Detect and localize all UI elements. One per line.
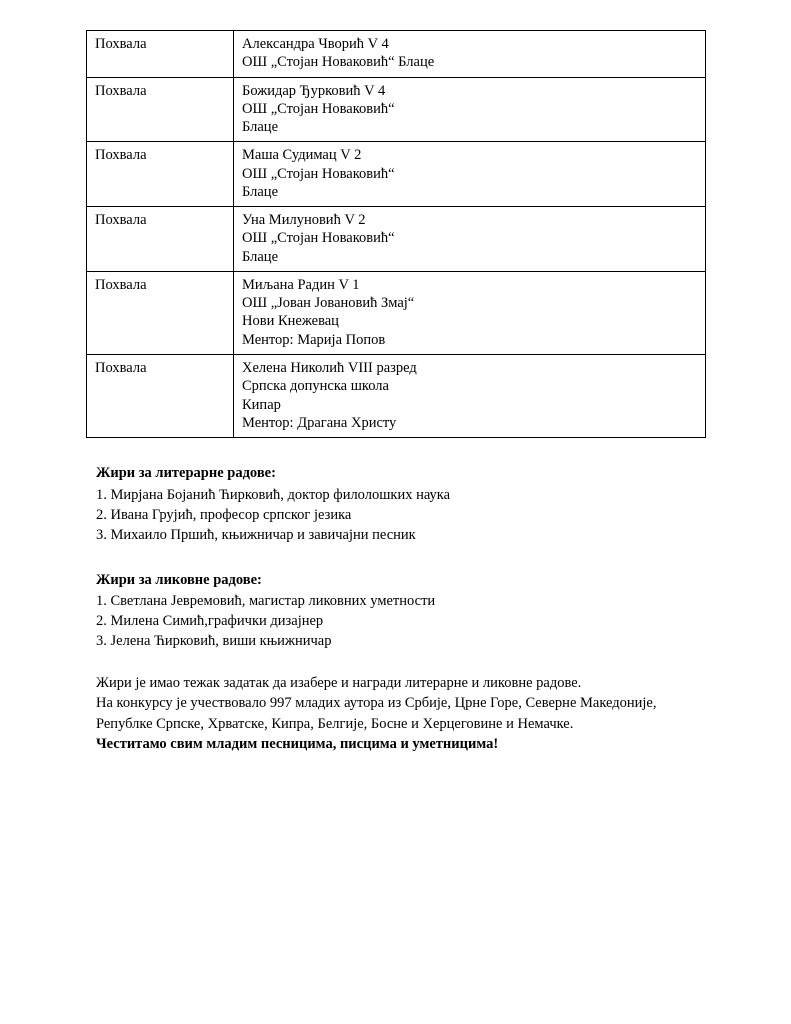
recipient-line: Ментор: Марија Попов [242,331,386,348]
recipient-line: Маша Судимац V 2 [242,147,362,164]
award-label: Похвала [95,36,147,52]
award-label: Похвала [95,212,147,229]
closing-paragraph [96,673,711,754]
jury-art-section [86,571,711,652]
recipient-line: Уна Милуновић V 2 [242,212,366,229]
awards-table [86,30,706,438]
table-row [87,77,706,142]
closing-line: Жири је имао тежак задатак да изабере и награди литерарне и ликовне радове. [96,675,582,692]
award-label: Похвала [95,359,147,376]
award-label: Похвала [95,276,147,293]
recipient-line: Александра Чворић V 4 [242,36,389,52]
table-row [87,354,706,437]
recipient-cell [234,207,706,272]
list-item: 1. Мирјана Бојанић Ћирковић, доктор филолошких наука [96,486,451,503]
recipient-line: Блаце [242,248,279,265]
recipient-line: ОШ „Стојан Новаковић“ [242,165,395,182]
award-cell [87,142,234,207]
list-item: 1. Светлана Јевремовић, магистар ликовних уметности [96,593,436,610]
jury-literary-heading: Жири за литерарне радове: [96,465,276,482]
list-item: 3. Јелена Ћирковић, виши књижничар [96,633,332,650]
table-row [87,271,706,354]
jury-literary-section [86,464,711,545]
closing-line: На конкурсу је учествовало 997 младих аутора из Србије, Црне Горе, Северне Македоније, [96,695,657,712]
recipient-line: ОШ „Стојан Новаковић“ [242,230,395,247]
award-cell [87,354,234,437]
table-row [87,31,706,78]
recipient-cell [234,354,706,437]
closing-line: Републке Српске, Хрватске, Кипра, Белгије, Босне и Херцеговине и Немачке. [96,715,574,732]
award-cell [87,271,234,354]
award-cell [87,31,234,78]
recipient-line: Српска допунска школа [242,378,389,395]
table-row [87,207,706,272]
awards-table-body [87,31,706,438]
recipient-line: Блаце [242,119,279,136]
recipient-line: Божидар Ђурковић V 4 [242,82,386,99]
award-cell [87,207,234,272]
recipient-line: ОШ „Стојан Новаковић“ [242,100,395,117]
recipient-line: ОШ „Стојан Новаковић“ Блаце [242,54,435,71]
award-label: Похвала [95,147,147,164]
list-item: 2. Ивана Грујић, професор српског језика [96,506,352,523]
recipient-line: Ментор: Драгана Христу [242,414,397,431]
recipient-cell [234,142,706,207]
list-item: 3. Михаило Пршић, књижничар и завичајни песник [96,526,416,543]
recipient-line: Блаце [242,183,279,200]
recipient-line: Миљана Радин V 1 [242,276,360,293]
list-item: 2. Милена Симић,графички дизајнер [96,613,324,630]
recipient-line: Нови Кнежевац [242,313,339,330]
jury-art-heading: Жири за ликовне радове: [96,571,262,588]
table-row [87,142,706,207]
recipient-line: Хелена Николић VIII разред [242,359,417,376]
recipient-cell [234,31,706,78]
recipient-cell [234,77,706,142]
recipient-cell [234,271,706,354]
award-cell [87,77,234,142]
award-label: Похвала [95,82,147,99]
recipient-line: ОШ „Јован Јовановић Змај“ [242,295,415,312]
congratulations-line: Честитамо свим младим песницима, писцима и уметницима! [96,736,499,753]
recipient-line: Кипар [242,396,281,413]
